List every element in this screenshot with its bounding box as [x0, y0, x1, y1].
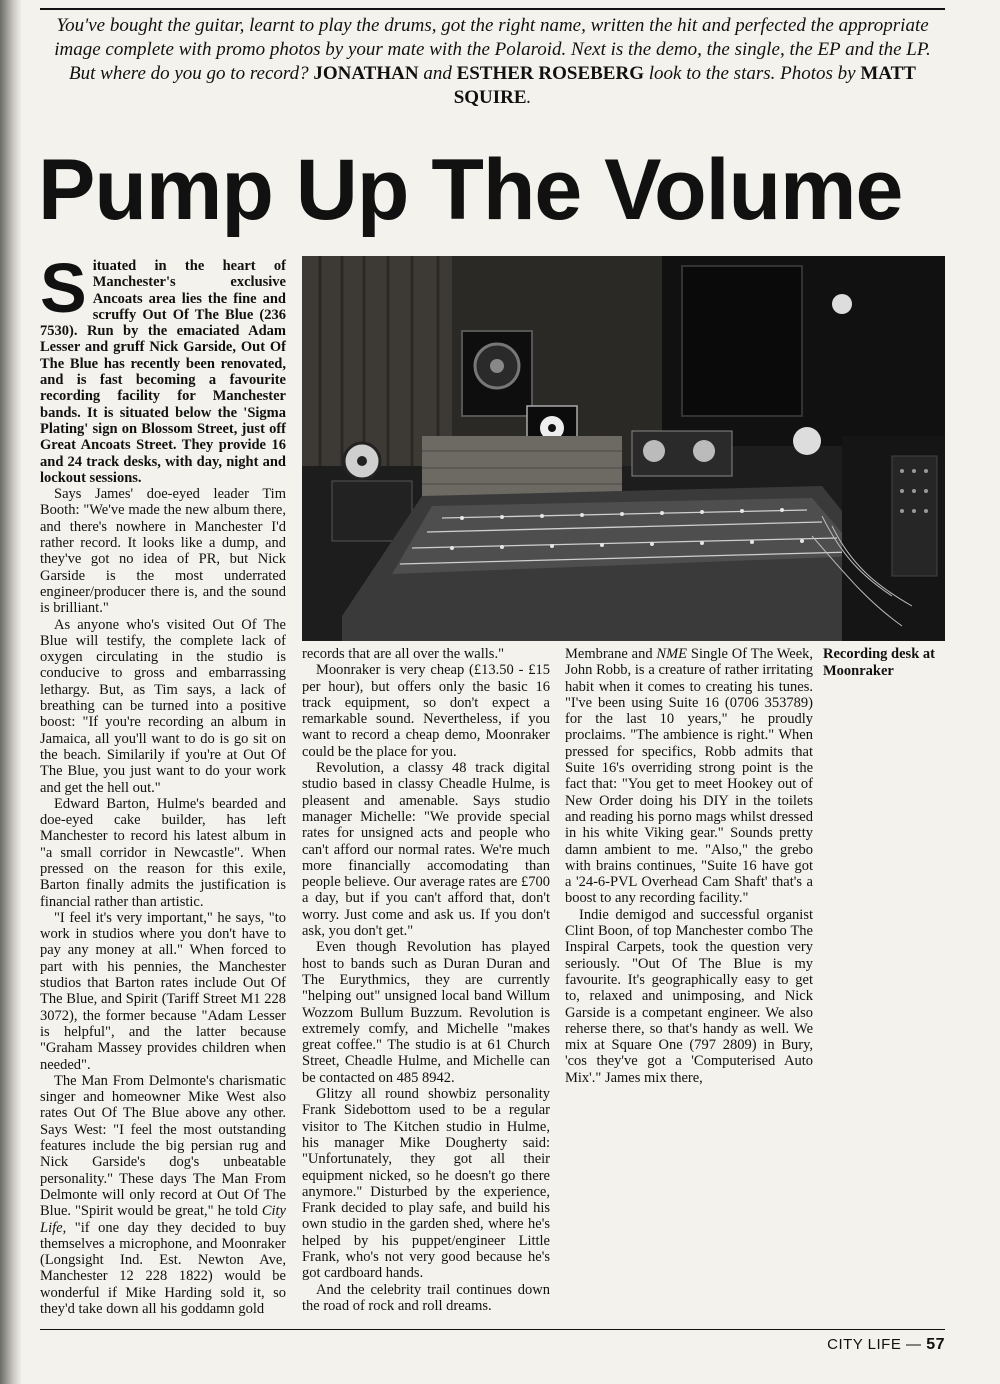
standfirst-text: You've bought the guitar, learnt to play the drums, got the right name, written the hit and perfected the appropriate image complete with promo photos by your mate with the Polaroid. Next is the demo, the single, the EP and the LP. But where do you go to record?	[54, 15, 931, 84]
paragraph-john-robb	[302, 1282, 550, 1315]
delmonte-text-a: The Man From Delmonte's charismatic singer and homeowner Mike West also rates Out Of The Blue above any other. Says West: "I feel the most outstanding features include the big persian rug and Nick Garside's dog's unbeatable personality." These days The Man From Delmonte will only record at Out Of The Blue. "Spirit would be great," he told	[40, 1072, 286, 1220]
article-column-1	[40, 249, 286, 1326]
paragraph-revolution-bands: Even though Revolution has played host to bands such as Duran Duran and The Eurythmics, they are currently "helping out" unsigned local band Willum Wozzom Bullum Buzzum. Revolution is extremely comfy, and Michelle "makes great coffee." The studio is at 61 Church Street, Cheadle Hulme, and Michelle can be contacted on 485 8942.	[302, 939, 550, 1086]
recording-desk-photo	[302, 256, 945, 641]
paragraph-edward-barton: Edward Barton, Hulme's bearded and doe-eyed cake builder, has left Manchester to record his latest album in "a small corridor in Newcastle". When pressed on the reason for this exile, Barton finally admits the justification is financial rather than artistic.	[40, 795, 286, 910]
robb-text-a-cont: Membrane and	[565, 646, 653, 662]
robb-text-a: And the celebrity trail continues down the road of rock and roll dreams.	[302, 1281, 550, 1314]
paragraph-john-robb-continued	[565, 646, 813, 907]
standfirst-and: and	[423, 63, 452, 84]
delmonte-text-b: , "if one day they decided to buy themselves a microphone, and Moonraker (Longsight Ind. Est. Newton Ave, Manchester 12 228 1822) would be wonderful if Mike Harding sold it, so they'd take down all his goddamn gold	[40, 1219, 286, 1317]
nme-italic-cont: NME	[656, 646, 688, 662]
page-number: 57	[926, 1336, 945, 1353]
standfirst	[40, 14, 945, 110]
standfirst-end: .	[526, 87, 532, 108]
intro-text: ituated in the heart of Manchester's exclusive Ancoats area lies the fine and scruffy Out Of The Blue (236 7530). Run by the emaciated Adam Lesser and gruff Nick Garside, Out Of The Blue has recently been renovated, and is fast becoming a favourite recording facility for Manchester bands. It is situated below the 'Sigma Plating' sign on Blossom Street, just off Great Ancoats Street. They provide 16 and 24 track desks, with day, night and lockout sessions.	[40, 258, 286, 486]
photographer-name: MATT SQUIRE	[453, 63, 916, 108]
article-intro	[40, 249, 286, 486]
page-binding-shadow	[0, 0, 22, 1384]
magazine-name: CITY LIFE —	[827, 1336, 922, 1353]
robb-text-b-cont: Single Of The Week, John Robb, is a creature of rather irritating habit when it comes to creating his tunes. "I've been using Suite 16 (0706 353789) for the last 10 years," he proudly proclaims. "The ambience is right." When pressed for specifics, Robb admits that Suite 16's overriding strong point is the fact that: "You get to meet Hookey out of New Order doing his DIY in the toilets and reading his porno mags whilst dressed in his white Viking gear." Sounds pretty damn ambient to me. "Also," the grebo with brains continues, "Suite 16 have got a '24-6-PVL Overhead Cam Shaft' that's a boost to any recording facility."	[565, 646, 814, 907]
paragraph-man-from-delmonte	[40, 1073, 286, 1317]
paragraph-tim-booth: Says James' doe-eyed leader Tim Booth: "We've made the new album there, and there's nowhere in Manchester I'd rather record. It looks like a dump, and they've got no idea of PR, but Nick Garside is the most underrated engineer/producer there is, and the sound is brilliant."	[40, 486, 286, 617]
paragraph-revolution: Revolution, a classy 48 track digital studio based in classy Cheadle Hulme, is pleasent and amenable. Says studio manager Michelle: "We provide special rates for unsigned acts and people who can't afford our normal rates. We're much more financially accomodating than people believe. Our average rates are £700 a day, but if you can't afford that, don't worry. Just come and ask us. If you don't ask, you don't get."	[302, 760, 550, 940]
paragraph-clint-boon: Indie demigod and successful organist Clint Boon, of top Manchester combo The Inspiral Carpets, took the question very seriously. "Out Of The Blue is my favourite. It's geographically easy to get to, relaxed and unimposing, and Nick Garside is a competant engineer. We also reherse there, so that's handy as well. We mix at Square One (797 2809) in Bury, 'cos they've got a 'Computerised Auto Mix'." James mix there,	[565, 906, 813, 1086]
page-footer	[820, 1336, 945, 1354]
bottom-rule	[40, 1329, 945, 1330]
author-esther: ESTHER ROSEBERG	[456, 63, 644, 84]
paragraph-frank-sidebottom: Glitzy all round showbiz personality Frank Sidebottom used to be a regular visitor to The Kitchen studio in Hulme, his manager Mike Dougherty said: "Unfortunately, they got all their equipment nicked, so he doesn't go there anymore." Disturbed by the experience, Frank decided to play safe, and build his own studio in the garden shed, where he's helped by his puppet/engineer Little Frank, who's not very good because he's got cardboard hands.	[302, 1086, 550, 1282]
standfirst-look: look to the stars. Photos by	[648, 63, 856, 84]
drop-cap: S	[40, 249, 87, 327]
author-jonathan: JONATHAN	[313, 63, 419, 84]
paragraph-out-of-the-blue: As anyone who's visited Out Of The Blue will testify, the complete lack of oxygen circulating in the studio is conducive to gross and embarrassing lethargy. But, as Tim says, a lack of breathing can be turned into a positive boost: "If you're recording an album in Jamaica, all you'll want to do is go sit on the beach. Similarily if you're at Out Of The Blue, you just want to do your work and get the hell out."	[40, 616, 286, 796]
studio-photo	[302, 256, 945, 641]
top-rule	[40, 8, 945, 10]
paragraph-moonraker: Moonraker is very cheap (£13.50 - £15 per hour), but offers only the basic 16 track equipment, so don't expect a remarkable sound. Nevertheless, if you want to record a cheap demo, Moonraker could be the place for you.	[302, 662, 550, 760]
article-column-3	[565, 646, 813, 1326]
photo-caption: Recording desk at Moonraker	[823, 646, 935, 679]
city-life-italic: City Life	[40, 1203, 286, 1236]
paragraph-barton-quote: "I feel it's very important," he says, "to work in studios where you don't have to pay any money at all." When forced to part with his pennies, the Manchester studios that Barton rates include Out Of The Blue, and Spirit (Tariff Street M1 228 3072), the former because "Adam Lesser is helpful", and the latter because "Graham Massey provides children when needed".	[40, 909, 286, 1073]
headline: Pump Up The Volume	[38, 142, 903, 238]
delmonte-text-b-cont: records that are all over the walls."	[302, 646, 504, 662]
paragraph-man-from-delmonte-continued	[302, 646, 550, 662]
article-column-2	[302, 646, 550, 1326]
